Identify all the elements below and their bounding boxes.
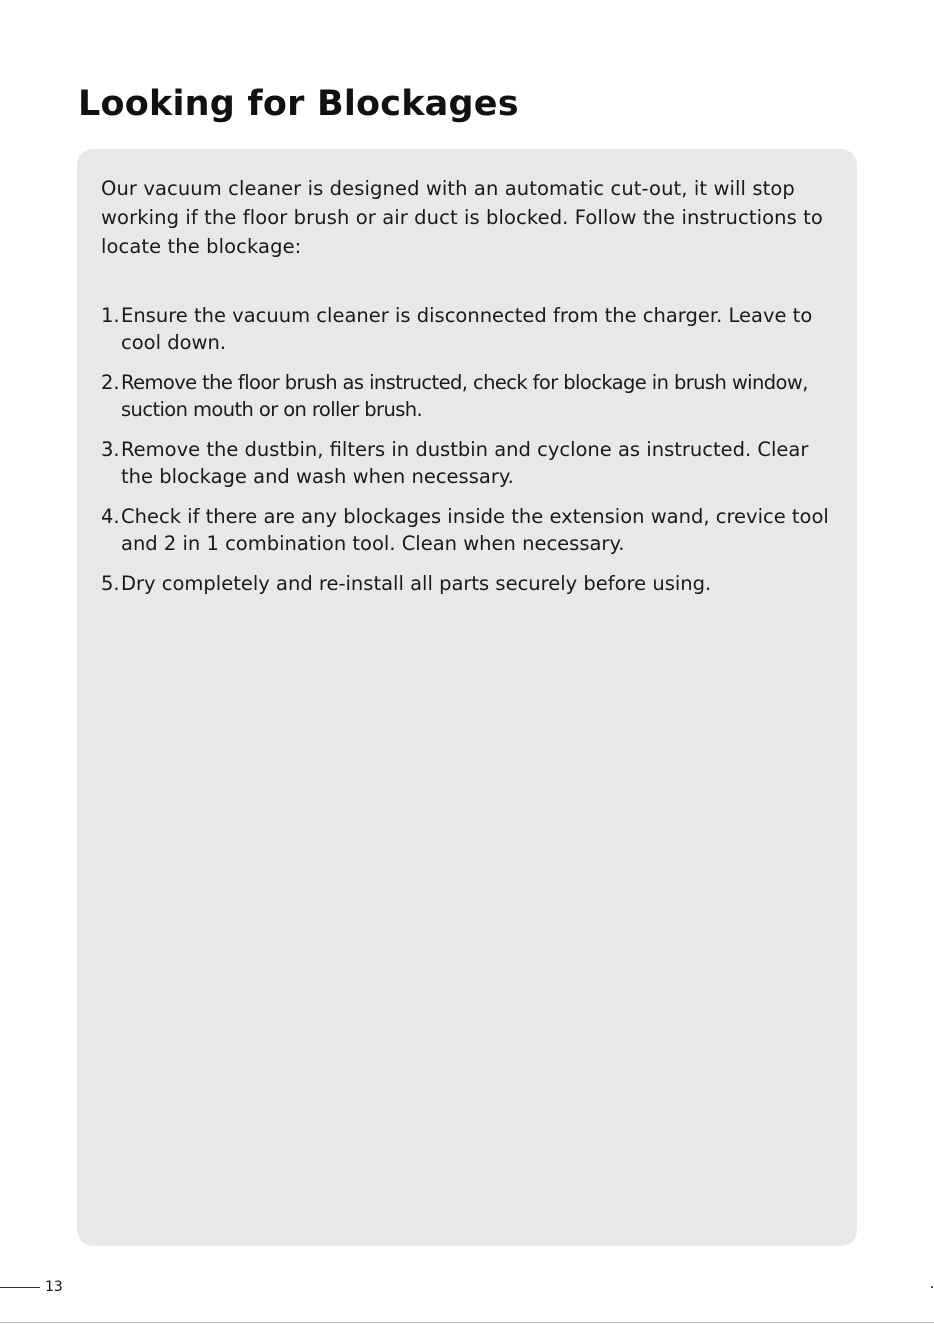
step-text: Remove the dustbin, filters in dustbin and cyclone as instructed. Clear the blockage and wash when necessary. — [121, 438, 809, 488]
page-title: Looking for Blockages — [78, 84, 519, 124]
instructions-panel — [77, 149, 857, 1246]
step-number: 4. — [101, 505, 120, 528]
step-number: 5. — [101, 572, 120, 595]
step-number: 1. — [101, 304, 120, 327]
step-number: 3. — [101, 438, 120, 461]
step-text: Remove the floor brush as instructed, check for blockage in brush window, suction mouth or on roller brush. — [121, 371, 808, 421]
steps-list — [101, 303, 841, 598]
corner-mark — [931, 1286, 933, 1288]
step-item-3 — [101, 437, 841, 490]
footer-divider — [0, 1287, 40, 1288]
step-text: Check if there are any blockages inside the extension wand, crevice tool and 2 in 1 combination tool. Clean when necessary. — [121, 505, 829, 555]
step-item-1 — [101, 303, 841, 356]
page-bottom-edge — [0, 1322, 934, 1323]
step-text: Dry completely and re-install all parts securely before using. — [121, 572, 712, 595]
page-number: 13 — [45, 1279, 63, 1295]
intro-paragraph: Our vacuum cleaner is designed with an automatic cut-out, it will stop working if the floor brush or air duct is blocked. Follow the instructions to locate the blockage: — [101, 177, 823, 258]
step-item-5 — [101, 571, 841, 598]
step-item-2 — [101, 370, 841, 423]
step-item-4 — [101, 504, 841, 557]
step-number: 2. — [101, 371, 120, 394]
step-text: Ensure the vacuum cleaner is disconnected from the charger. Leave to cool down. — [121, 304, 813, 354]
